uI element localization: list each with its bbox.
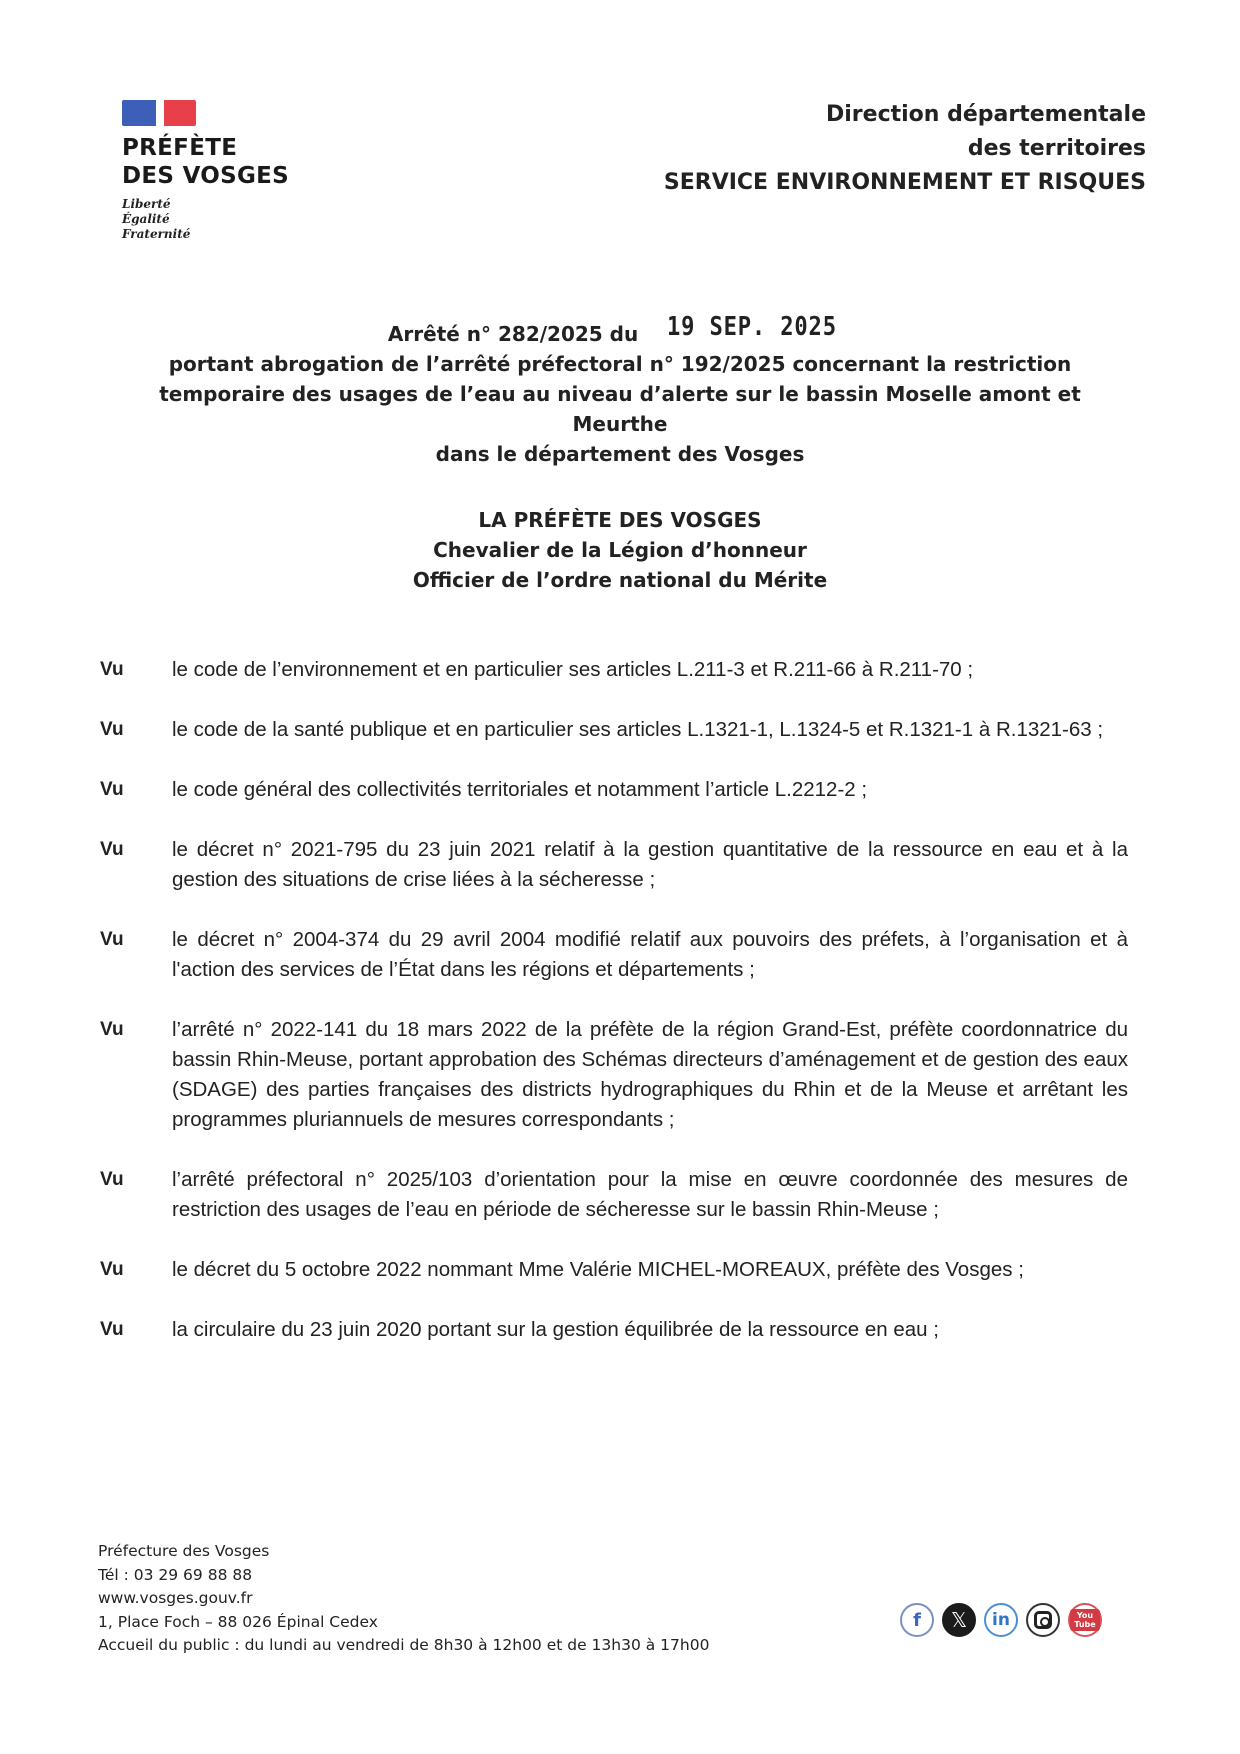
visa-item — [98, 655, 1128, 685]
visa-item — [98, 835, 1128, 895]
prefecture-logo — [122, 100, 289, 242]
title-line4: dans le département des Vosges — [435, 442, 805, 466]
visa-text: la circulaire du 23 juin 2020 portant sur la gestion équilibrée de la ressource en eau ; — [172, 1318, 939, 1341]
footer-hours: Accueil du public : du lundi au vendredi de 8h30 à 12h00 et de 13h30 à 17h00 — [98, 1636, 710, 1654]
visa-item — [98, 925, 1128, 985]
visa-item — [98, 715, 1128, 745]
arrete-title — [140, 312, 1100, 469]
footer-phone: Tél : 03 29 69 88 88 — [98, 1565, 253, 1584]
visa-label: Vu — [100, 719, 124, 740]
department-line1: Direction départementale — [826, 102, 1146, 127]
visa-text: l’arrêté n° 2022-141 du 18 mars 2022 de la préfète de la région Grand-Est, préfète coordonnatrice du bassin Rhin-Meuse, portant approbation des Schémas directeurs d’aménagement et de gestion des eaux (SDAGE) des parties françaises des districts hydrographiques du Rhin et de la Meuse et arrêtant les programmes pluriannuels de mesures correspondants ; — [172, 1018, 1128, 1131]
visa-text: le code général des collectivités territoriales et notamment l’article L.2212-2 ; — [172, 778, 868, 801]
linkedin-icon[interactable]: in — [984, 1603, 1018, 1637]
motto-egalite: Égalité — [122, 212, 170, 226]
visa-text: l’arrêté préfectoral n° 2025/103 d’orientation pour la mise en œuvre coordonnée des mesures de restriction des usages de l’eau en période de sécheresse sur le bassin Rhin-Meuse ; — [172, 1168, 1128, 1221]
visa-label: Vu — [100, 1259, 124, 1280]
logo-title — [122, 134, 289, 190]
visa-label: Vu — [100, 929, 124, 950]
visa-label: Vu — [100, 659, 124, 680]
visa-text: le décret n° 2004-374 du 29 avril 2004 modifié relatif aux pouvoirs des préfets, à l’organisation et à l'action des services de l’État dans les régions et départements ; — [172, 928, 1128, 981]
x-twitter-icon[interactable]: 𝕏 — [942, 1603, 976, 1637]
visa-label: Vu — [100, 1019, 124, 1040]
visa-item — [98, 1165, 1128, 1225]
visa-item — [98, 1015, 1128, 1135]
visa-label: Vu — [100, 1169, 124, 1190]
visas-list — [98, 655, 1128, 1375]
logo-title-line1: PRÉFÈTE — [122, 135, 238, 161]
instagram-icon[interactable] — [1026, 1603, 1060, 1637]
republic-motto — [122, 197, 289, 242]
authority-honor-1: Chevalier de la Légion d’honneur — [433, 538, 807, 562]
date-stamp: 19 SEP. 2025 — [667, 312, 838, 342]
visa-text: le code de l’environnement et en particulier ses articles L.211-3 et R.211-66 à R.211-70 ; — [172, 658, 974, 681]
authority-block — [140, 505, 1100, 595]
title-line2: portant abrogation de l’arrêté préfectoral n° 192/2025 concernant la restriction — [168, 352, 1072, 376]
motto-liberte: Liberté — [122, 197, 171, 211]
visa-text: le code de la santé publique et en particulier ses articles L.1321-1, L.1324-5 et R.1321-1 à R.1321-63 ; — [172, 718, 1104, 741]
visa-text: le décret n° 2021-795 du 23 juin 2021 relatif à la gestion quantitative de la ressource en eau et à la gestion des situations de crise liées à la sécheresse ; — [172, 838, 1128, 891]
motto-fraternite: Fraternité — [122, 227, 191, 241]
visa-item — [98, 1315, 1128, 1345]
marianne-flag-icon — [122, 100, 196, 126]
visa-label: Vu — [100, 779, 124, 800]
footer-name: Préfecture des Vosges — [98, 1542, 270, 1560]
visa-label: Vu — [100, 839, 124, 860]
footer-website-link[interactable]: www.vosges.gouv.fr — [98, 1589, 253, 1607]
department-heading — [664, 98, 1146, 200]
arrete-number: Arrêté n° 282/2025 du — [387, 322, 639, 346]
youtube-icon[interactable]: You Tube — [1068, 1603, 1102, 1637]
facebook-icon[interactable]: f — [900, 1603, 934, 1637]
title-line3: temporaire des usages de l’eau au niveau d’alerte sur le bassin Moselle amont et Meurthe — [159, 382, 1081, 436]
footer-address: 1, Place Foch – 88 026 Épinal Cedex — [98, 1612, 378, 1631]
authority-title: LA PRÉFÈTE DES VOSGES — [478, 508, 762, 532]
authority-honor-2: Officier de l’ordre national du Mérite — [412, 568, 828, 592]
service-name: SERVICE ENVIRONNEMENT ET RISQUES — [663, 170, 1146, 195]
visa-label: Vu — [100, 1319, 124, 1340]
visa-text: le décret du 5 octobre 2022 nommant Mme Valérie MICHEL-MOREAUX, préfète des Vosges ; — [172, 1258, 1024, 1281]
department-line2: des territoires — [967, 136, 1146, 161]
logo-title-line2: DES VOSGES — [122, 163, 290, 189]
visa-item — [98, 1255, 1128, 1285]
social-links — [900, 1603, 1102, 1637]
visa-item — [98, 775, 1128, 805]
footer-contact — [98, 1540, 709, 1658]
